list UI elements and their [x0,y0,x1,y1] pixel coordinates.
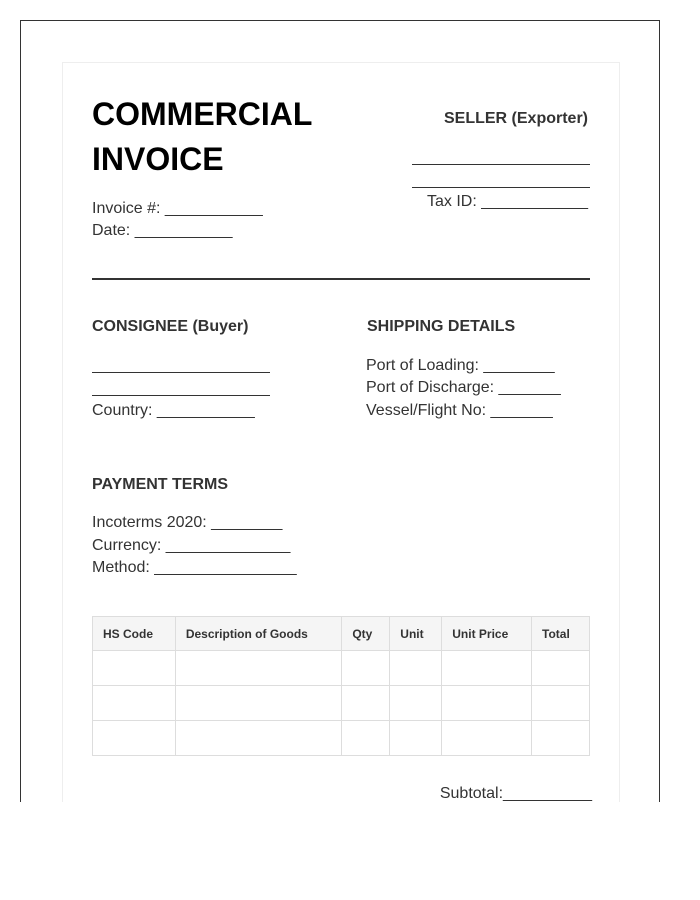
unit-price-header: Unit Price [442,617,532,651]
seller-tax-id-field[interactable]: Tax ID: ____________ [426,193,588,210]
table-row [93,686,590,721]
payment-heading: PAYMENT TERMS [92,476,229,493]
hs-code-header: HS Code [93,617,176,651]
consignee-heading: CONSIGNEE (Buyer) [92,318,249,335]
table-cell[interactable] [175,721,342,756]
table-cell[interactable] [175,651,342,686]
table-cell[interactable] [442,686,532,721]
total-header: Total [532,617,590,651]
table-cell[interactable] [390,686,442,721]
table-cell[interactable] [93,651,176,686]
port-of-loading-field[interactable]: Port of Loading: ________ [366,357,555,374]
vessel-flight-field[interactable]: Vessel/Flight No: _______ [366,402,553,419]
table-cell[interactable] [390,721,442,756]
goods-table [92,616,590,756]
table-cell[interactable] [175,686,342,721]
port-of-discharge-field[interactable]: Port of Discharge: _______ [366,379,561,396]
table-cell[interactable] [342,686,390,721]
table-cell[interactable] [342,721,390,756]
unit-header: Unit [390,617,442,651]
payment-method-field[interactable]: Method: ________________ [92,559,297,576]
date-field[interactable]: Date: ___________ [92,222,233,239]
table-cell[interactable] [532,686,590,721]
table-row [93,651,590,686]
header-divider [92,278,590,280]
shipping-heading: SHIPPING DETAILS [367,318,516,335]
currency-field[interactable]: Currency: ______________ [92,537,291,554]
invoice-title: COMMERCIAL INVOICE [92,96,312,177]
seller-name-line[interactable] [412,164,590,165]
table-cell[interactable] [390,651,442,686]
consignee-address-line[interactable] [92,395,270,396]
table-cell[interactable] [442,651,532,686]
table-cell[interactable] [93,721,176,756]
subtotal-field[interactable]: Subtotal:__________ [439,785,592,802]
seller-address-line[interactable] [412,187,590,188]
page-frame [20,20,660,802]
table-row [93,721,590,756]
table-cell[interactable] [442,721,532,756]
qty-header: Qty [342,617,390,651]
goods-table-header [93,617,590,651]
consignee-country-field[interactable]: Country: ___________ [92,402,255,419]
table-cell[interactable] [532,721,590,756]
table-cell[interactable] [532,651,590,686]
consignee-name-line[interactable] [92,372,270,373]
table-cell[interactable] [93,686,176,721]
invoice-number-field[interactable]: Invoice #: ___________ [92,200,263,217]
description-header: Description of Goods [175,617,342,651]
incoterms-field[interactable]: Incoterms 2020: ________ [92,514,283,531]
seller-heading: SELLER (Exporter) [443,110,588,127]
table-cell[interactable] [342,651,390,686]
